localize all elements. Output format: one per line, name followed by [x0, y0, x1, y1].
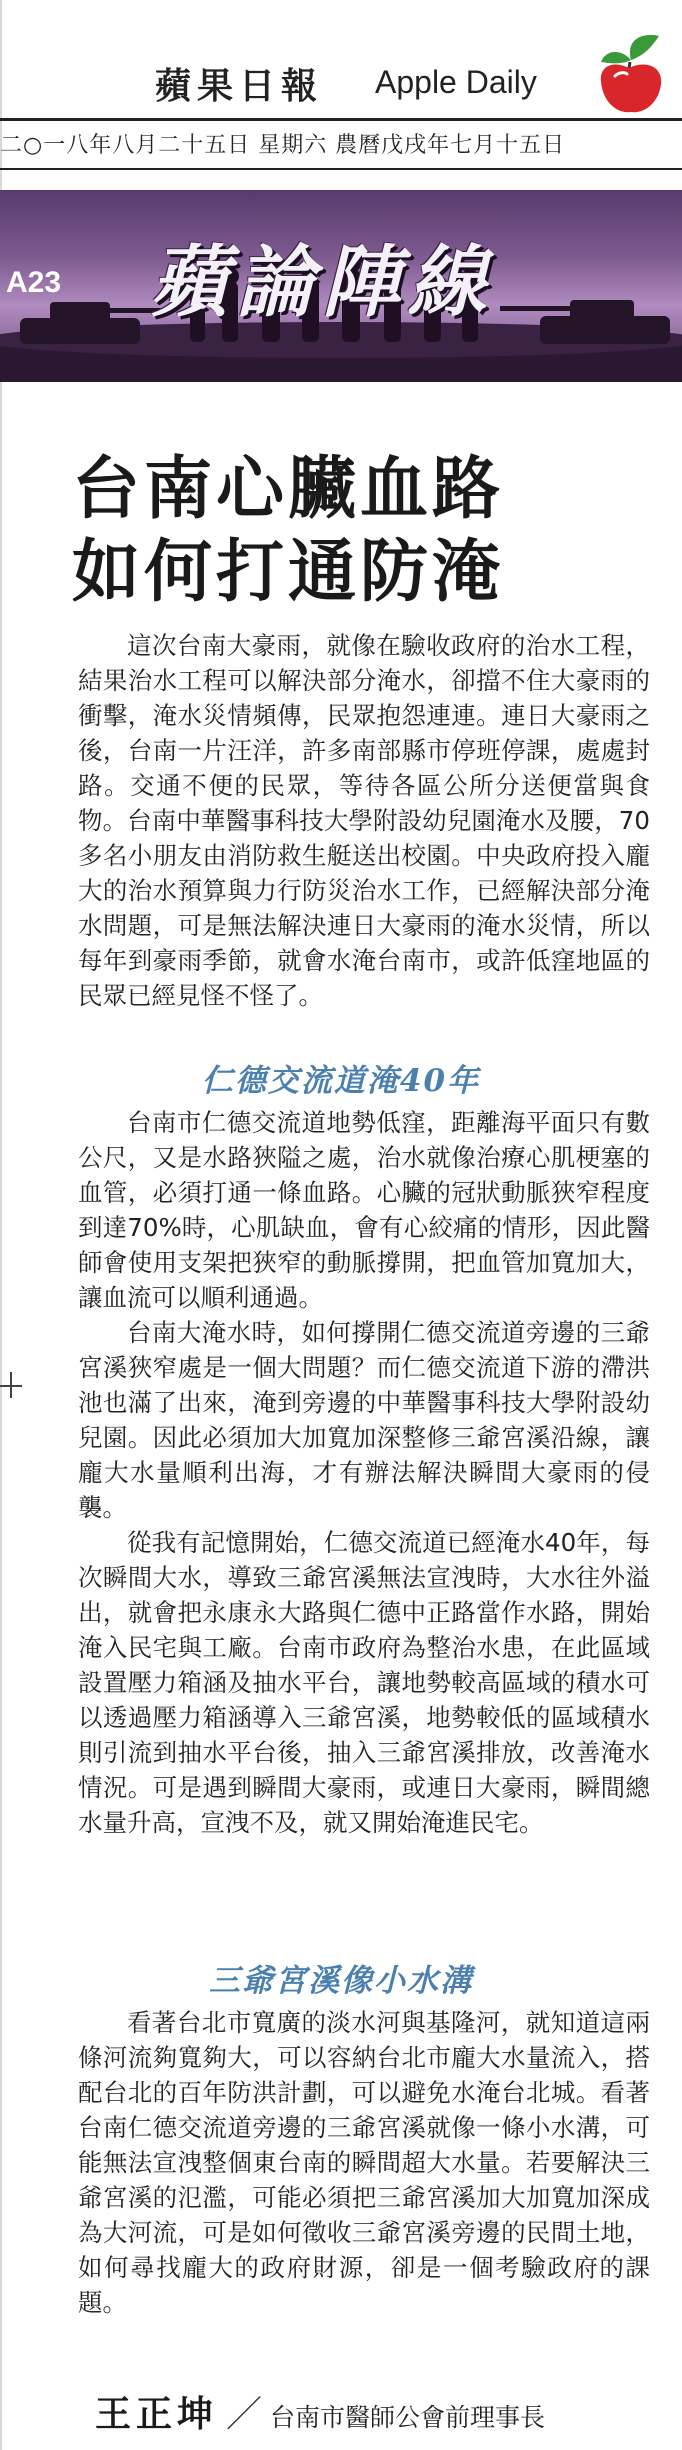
- author-title: 台南市醫師公會前理事長: [270, 2403, 546, 2432]
- paper-name-en: Apple Daily: [375, 64, 537, 100]
- section-1-paragraph-3: 從我有記憶開始，仁德交流道已經淹水40年，每次瞬間大水，導致三爺宮溪無法宣洩時，大水往外溢出，就會把永康永大路與仁德中正路當作水路，開始淹入民宅與工廠。台南市政府為整治水患，在此區域設置壓力箱涵及抽水平台，讓地勢較高區域的積水可以透過壓力箱涵導入三爺宮溪，地勢較低的區域積水則引流到抽水平台後，抽入三爺宮溪排放，改善淹水情況。可是遇到瞬間大豪雨，或連日大豪雨，瞬間總水量升高，宣洩不及，就又開始淹進民宅。: [78, 1528, 650, 1837]
- byline-separator: ／: [226, 2394, 263, 2435]
- masthead: [0, 20, 682, 120]
- byline: [95, 2386, 655, 2437]
- section-1-paragraph-1: 台南市仁德交流道地勢低窪，距離海平面只有數公尺，又是水路狹隘之處，治水就像治療心肌梗塞的血管，必須打通一條血路。心臟的冠狀動脈狹窄程度到達70%時，心肌缺血，會有心絞痛的情形，因此醫師會使用支架把狹窄的動脈撐開，把血管加寬加大，讓血流可以順利通過。: [78, 1108, 650, 1312]
- intro-paragraph: 這次台南大豪雨，就像在驗收政府的治水工程，結果治水工程可以解決部分淹水，卻擋不住大豪雨的衝擊，淹水災情頻傳，民眾抱怨連連。連日大豪雨之後，台南一片汪洋，許多南部縣市停班停課，處處封路。交通不便的民眾，等待各區公所分送便當與食物。台南中華醫事科技大學附設幼兒園淹水及腰，70多名小朋友由消防救生艇送出校園。中央政府投入龐大的治水預算與力行防災治水工作，已經解決部分淹水問題，可是無法解決連日大豪雨的淹水災情，所以每年到豪雨季節，就會水淹台南市，或許低窪地區的民眾已經見怪不怪了。: [78, 631, 650, 1010]
- crop-mark-vertical: [10, 1372, 12, 1398]
- section-banner: [0, 190, 682, 382]
- section-title: 蘋論陣線: [150, 238, 495, 328]
- article-intro: [78, 628, 650, 1013]
- section-2-paragraph-1: 看著台北市寬廣的淡水河與基隆河，就知道這兩條河流夠寬夠大，可以容納台北市龐大水量流入，搭配台北的百年防洪計劃，可以避免水淹台北城。看著台南仁德交流道旁邊的三爺宮溪就像一條小水溝，可能無法宣洩整個東台南的瞬間超大水量。若要解決三爺宮溪的氾濫，可能必須把三爺宮溪加大加寬加深成為大河流，可是如何徵收三爺宮溪旁邊的民間土地，如何尋找龐大的政府財源，卻是一個考驗政府的課題。: [78, 2008, 650, 2317]
- apple-logo-icon: [585, 30, 675, 120]
- author-name: 王正坤: [95, 2393, 219, 2435]
- headline-line-2: 如何打通防淹: [72, 532, 505, 612]
- section-1: [78, 1105, 650, 1840]
- date-rule: [0, 168, 682, 170]
- masthead-rule: [0, 118, 682, 121]
- date-line: 二○一八年八月二十五日 星期六 農曆戊戌年七月十五日: [0, 133, 566, 158]
- page-number: A23: [6, 266, 62, 299]
- paper-name: 蘋果日報: [155, 66, 324, 107]
- section-1-paragraph-2: 台南大淹水時，如何撐開仁德交流道旁邊的三爺宮溪狹窄處是一個大問題？而仁德交流道下游的滯洪池也滿了出來，淹到旁邊的中華醫事科技大學附設幼兒園。因此必須加大加寬加深整修三爺宮溪沿線，讓龐大水量順利出海，才有辦法解決瞬間大豪雨的侵襲。: [78, 1318, 650, 1522]
- section-2: [78, 2005, 650, 2320]
- subhead-2: 三爺宮溪像小水溝: [209, 1963, 473, 1999]
- subhead-1: 仁德交流道淹40年: [201, 1063, 481, 1099]
- headline-line-1: 台南心臟血路: [72, 449, 505, 529]
